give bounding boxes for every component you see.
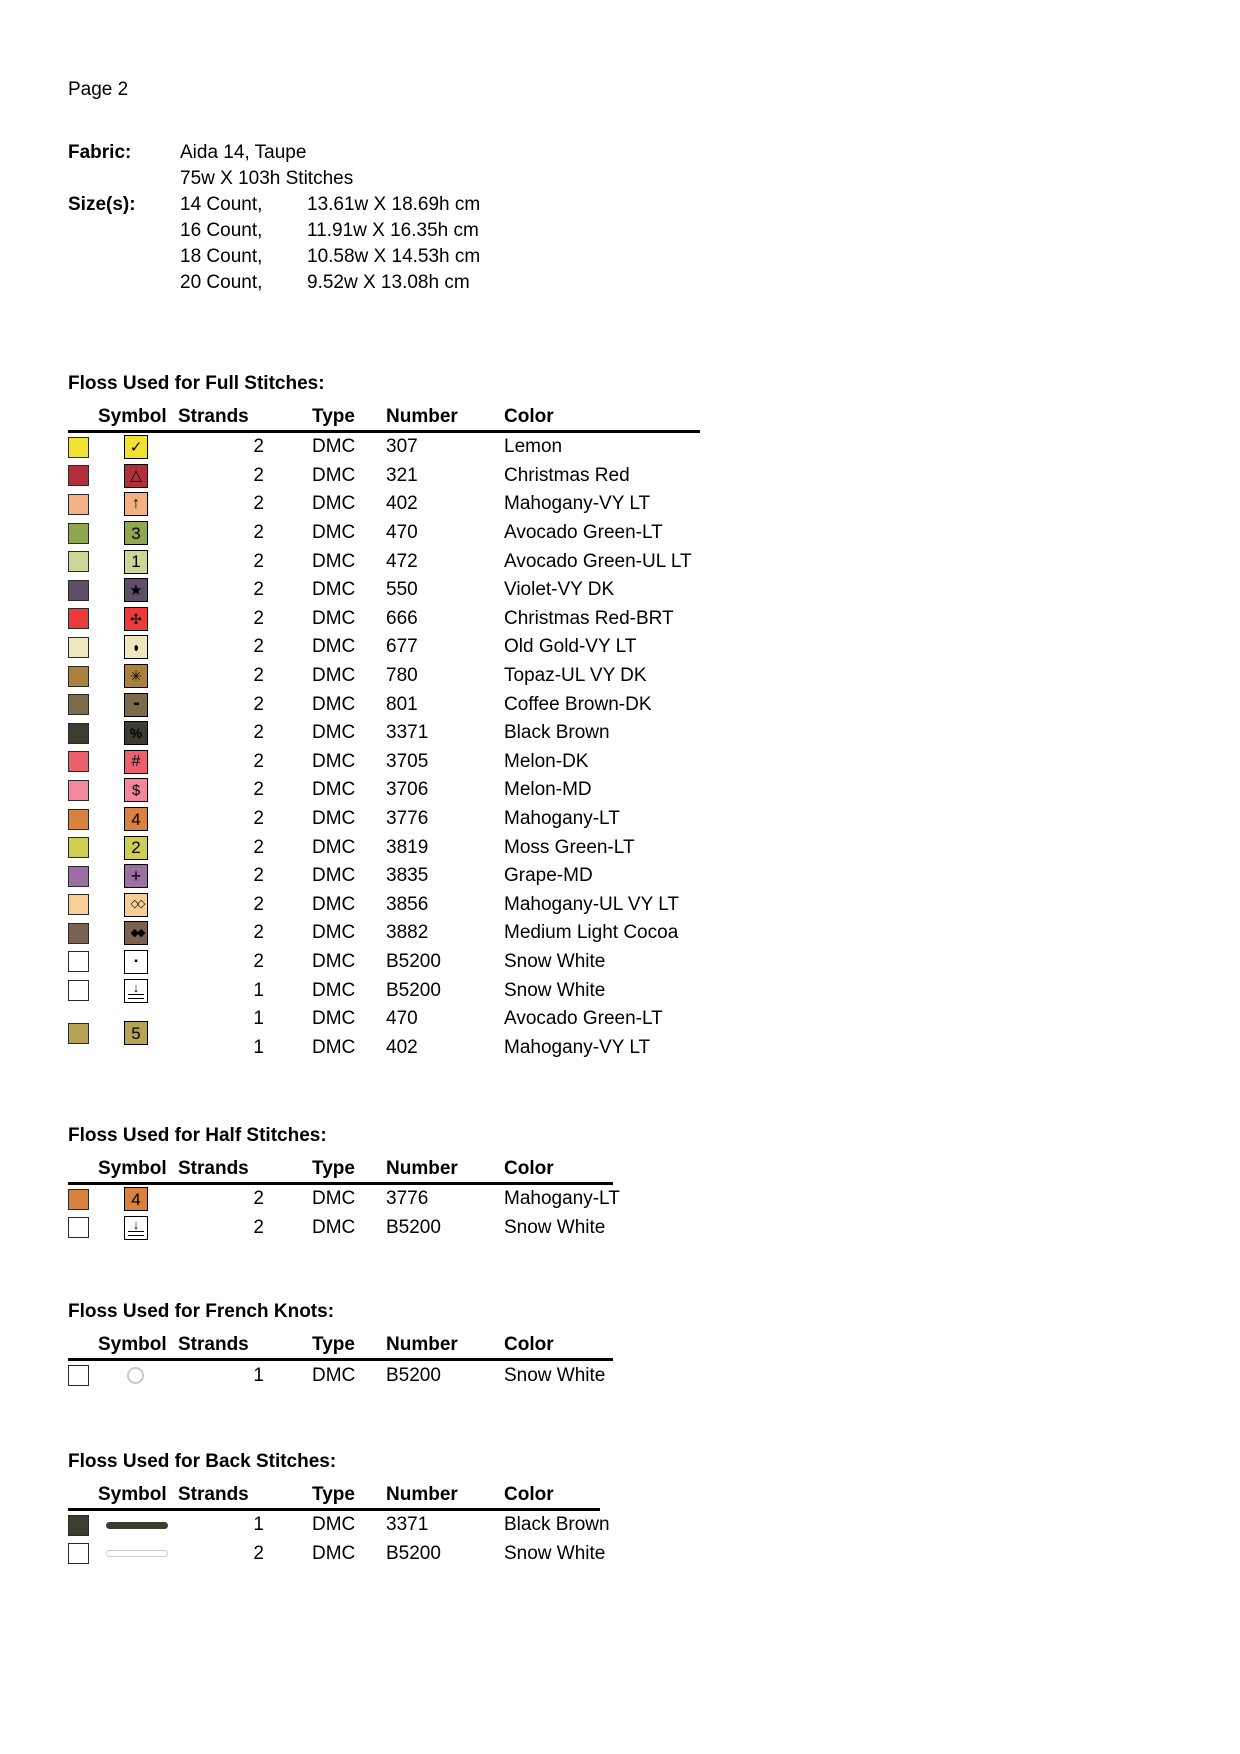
floss-type: DMC <box>312 522 356 544</box>
floss-color-name: Christmas Red <box>504 464 630 486</box>
symbol-diamond-pair-outline <box>124 893 148 917</box>
symbol-square-pair <box>124 693 148 717</box>
back-stitches-section <box>68 1450 1200 1568</box>
floss-number: 3819 <box>386 836 429 858</box>
floss-row <box>68 862 1200 891</box>
column-header-color: Color <box>504 406 554 427</box>
color-swatch <box>68 465 89 486</box>
fabric-label: Fabric: <box>68 142 132 163</box>
floss-color-name: Mahogany-VY LT <box>504 493 651 515</box>
floss-number: 3835 <box>386 865 429 887</box>
floss-color-name: Old Gold-VY LT <box>504 636 637 658</box>
size-dims: 11.91w X 16.35h cm <box>307 220 479 241</box>
fabric-row <box>68 140 1200 166</box>
column-header-color: Color <box>504 1483 554 1505</box>
floss-type: DMC <box>312 1514 356 1536</box>
floss-number: 307 <box>386 436 418 458</box>
floss-number: 321 <box>386 464 418 486</box>
column-header-symbol: Symbol <box>98 1483 167 1505</box>
floss-number: 3371 <box>386 1514 429 1536</box>
color-swatch <box>68 1543 89 1564</box>
floss-color-name: Melon-MD <box>504 779 592 801</box>
color-swatch <box>68 666 89 687</box>
floss-color-name: Grape-MD <box>504 865 593 887</box>
floss-row <box>68 490 1200 519</box>
spacer <box>68 218 180 244</box>
strands-value: 2 <box>253 1542 264 1564</box>
symbol-arrow-up-glyph: ↑ <box>132 495 140 513</box>
column-header-row <box>68 1482 1200 1508</box>
column-header-number: Number <box>386 1158 458 1180</box>
floss-type: DMC <box>312 464 356 486</box>
symbol-diamond-pair-filled <box>124 921 148 945</box>
floss-number: 3705 <box>386 750 429 772</box>
color-swatch <box>68 1189 89 1210</box>
floss-number: 402 <box>386 493 418 515</box>
floss-color-name: Snow White <box>504 1542 606 1564</box>
symbol-digit-4 <box>124 807 148 831</box>
spacer <box>68 166 180 192</box>
floss-number: 402 <box>386 1036 418 1058</box>
strands-value: 2 <box>253 636 264 658</box>
column-header-number: Number <box>386 406 458 427</box>
column-header-type: Type <box>312 1158 355 1180</box>
column-header-color: Color <box>504 1334 554 1356</box>
section-title-back-stitches: Floss Used for Back Stitches: <box>68 1450 337 1472</box>
floss-color-name: Mahogany-UL VY LT <box>504 893 679 915</box>
floss-number: B5200 <box>386 979 441 1001</box>
color-swatch <box>68 1217 89 1238</box>
floss-row <box>68 833 1200 862</box>
symbol-triangle <box>124 464 148 488</box>
color-swatch <box>68 894 89 915</box>
color-swatch <box>68 723 89 744</box>
symbol-french-knot-circle <box>127 1367 144 1384</box>
column-header-color: Color <box>504 1158 554 1180</box>
strands-value: 2 <box>253 893 264 915</box>
strands-value: 2 <box>253 493 264 515</box>
floss-type: DMC <box>312 950 356 972</box>
floss-row <box>68 519 1200 548</box>
strands-value: 2 <box>253 464 264 486</box>
strands-value: 2 <box>253 779 264 801</box>
column-header-symbol: Symbol <box>98 1158 167 1180</box>
color-swatch <box>68 951 89 972</box>
color-swatch <box>68 866 89 887</box>
symbol-check <box>124 435 148 459</box>
column-header-type: Type <box>312 406 355 427</box>
size-count: 16 Count, <box>180 220 263 241</box>
size-row <box>68 270 1200 296</box>
section-title-half-stitches: Floss Used for Half Stitches: <box>68 1125 327 1147</box>
floss-number: 3776 <box>386 808 429 830</box>
color-swatch <box>68 1365 89 1386</box>
floss-row <box>68 662 1200 691</box>
half-stitches-section <box>68 1124 1200 1242</box>
floss-row <box>68 919 1200 948</box>
floss-table-rows <box>68 1361 1200 1390</box>
floss-type: DMC <box>312 779 356 801</box>
floss-color-name: Melon-DK <box>504 750 589 772</box>
floss-row <box>68 948 1200 977</box>
floss-color-name: Black Brown <box>504 1514 610 1536</box>
floss-row <box>68 805 1200 834</box>
strands-value: 2 <box>253 550 264 572</box>
floss-type: DMC <box>312 550 356 572</box>
floss-number: 550 <box>386 579 418 601</box>
strands-value: 2 <box>253 607 264 629</box>
floss-type: DMC <box>312 1188 356 1210</box>
symbol-spoked-asterisk-glyph: ✳ <box>130 668 142 685</box>
symbol-hash-glyph: # <box>131 752 141 770</box>
symbol-digit-5 <box>124 1021 148 1045</box>
floss-number: 470 <box>386 522 418 544</box>
symbol-spoked-asterisk <box>124 664 148 688</box>
spacer <box>68 244 180 270</box>
fabric-stitches-row <box>68 166 1200 192</box>
strands-value: 2 <box>253 865 264 887</box>
symbol-oval <box>124 635 148 659</box>
floss-row <box>68 891 1200 920</box>
floss-number: 677 <box>386 636 418 658</box>
floss-number: 3882 <box>386 922 429 944</box>
size-count: 14 Count, <box>180 194 263 215</box>
strands-value: 1 <box>253 1008 264 1030</box>
symbol-digit-1 <box>124 550 148 574</box>
symbol-down-arrow-ground <box>124 979 148 1003</box>
floss-row <box>68 1361 1200 1390</box>
floss-color-name: Snow White <box>504 1364 606 1386</box>
symbol-dollar <box>124 778 148 802</box>
floss-type: DMC <box>312 893 356 915</box>
floss-row <box>68 1539 1200 1568</box>
column-header-symbol: Symbol <box>98 406 167 427</box>
symbol-square-dot <box>124 950 148 974</box>
floss-color-name: Medium Light Cocoa <box>504 922 679 944</box>
floss-row <box>68 462 1200 491</box>
floss-type: DMC <box>312 808 356 830</box>
color-swatch <box>68 608 89 629</box>
symbol-digit-2-glyph: 2 <box>131 838 141 858</box>
strands-value: 2 <box>253 693 264 715</box>
symbol-square-dot-glyph: ▪ <box>134 955 138 967</box>
symbol-digit-3 <box>124 521 148 545</box>
floss-row <box>68 1185 1200 1214</box>
column-header-number: Number <box>386 1334 458 1356</box>
strands-value: 1 <box>253 1036 264 1058</box>
page-label: Page 2 <box>68 79 129 100</box>
symbol-check-glyph: ✓ <box>129 438 143 456</box>
floss-color-name: Black Brown <box>504 722 610 744</box>
floss-color-name: Lemon <box>504 436 563 458</box>
strands-value: 2 <box>253 950 264 972</box>
symbol-digit-4 <box>124 1187 148 1211</box>
size-dims: 10.58w X 14.53h cm <box>307 246 481 267</box>
floss-color-name: Topaz-UL VY DK <box>504 665 647 687</box>
floss-type: DMC <box>312 865 356 887</box>
color-swatch <box>68 437 89 458</box>
floss-color-name: Coffee Brown-DK <box>504 693 652 715</box>
symbol-down-arrow-ground-glyph: ↓ <box>132 1217 140 1233</box>
floss-color-name: Avocado Green-UL LT <box>504 550 692 572</box>
floss-color-name: Mahogany-VY LT <box>504 1036 651 1058</box>
floss-type: DMC <box>312 693 356 715</box>
column-header-strands: Strands <box>178 1158 249 1180</box>
symbol-backstitch-line <box>106 1522 168 1529</box>
strands-value: 1 <box>253 1364 264 1386</box>
floss-color-name: Snow White <box>504 1216 606 1238</box>
symbol-diamond-pair-filled-glyph: ◆◆ <box>130 926 144 939</box>
size-row <box>68 218 1200 244</box>
floss-type: DMC <box>312 1364 356 1386</box>
floss-number: 666 <box>386 607 418 629</box>
floss-color-name: Mahogany-LT <box>504 1188 620 1210</box>
floss-type: DMC <box>312 722 356 744</box>
color-swatch <box>68 494 89 515</box>
floss-type: DMC <box>312 493 356 515</box>
floss-table-rows <box>68 1185 1200 1242</box>
symbol-backstitch-line-outline <box>106 1550 168 1557</box>
floss-row <box>68 1214 1200 1243</box>
column-header-row <box>68 1332 1200 1358</box>
floss-number: 3371 <box>386 722 429 744</box>
floss-number: 3856 <box>386 893 429 915</box>
floss-type: DMC <box>312 1216 356 1238</box>
floss-number: 3706 <box>386 779 429 801</box>
symbol-digit-2 <box>124 836 148 860</box>
column-header-row <box>68 1156 1200 1182</box>
color-swatch <box>68 923 89 944</box>
strands-value: 1 <box>253 979 264 1001</box>
size-count: 20 Count, <box>180 272 263 293</box>
floss-type: DMC <box>312 979 356 1001</box>
strands-value: 2 <box>253 1188 264 1210</box>
floss-type: DMC <box>312 436 356 458</box>
floss-row <box>68 748 1200 777</box>
sizes-label: Size(s): <box>68 194 136 215</box>
floss-color-name: Moss Green-LT <box>504 836 635 858</box>
column-header-type: Type <box>312 1334 355 1356</box>
floss-color-name: Mahogany-LT <box>504 808 620 830</box>
floss-table-rows <box>68 433 1200 1062</box>
symbol-plus <box>124 864 148 888</box>
symbol-hash <box>124 750 148 774</box>
floss-color-name: Avocado Green-LT <box>504 1008 663 1030</box>
symbol-balloon-cross <box>124 607 148 631</box>
column-header-number: Number <box>386 1483 458 1505</box>
symbol-digit-5-glyph: 5 <box>131 1023 141 1043</box>
strands-value: 2 <box>253 522 264 544</box>
floss-number: B5200 <box>386 1364 441 1386</box>
floss-color-name: Violet-VY DK <box>504 579 615 601</box>
color-swatch <box>68 1023 89 1044</box>
size-row <box>68 192 1200 218</box>
fabric-stitch-count: 75w X 103h Stitches <box>180 168 354 189</box>
strands-value: 2 <box>253 808 264 830</box>
symbol-square-pair-glyph: ▪▪ <box>133 698 139 710</box>
strands-value: 2 <box>253 722 264 744</box>
floss-type: DMC <box>312 922 356 944</box>
floss-row <box>68 976 1200 1005</box>
column-header-strands: Strands <box>178 1334 249 1356</box>
size-dims: 9.52w X 13.08h cm <box>307 272 470 293</box>
floss-row <box>68 776 1200 805</box>
floss-number: 780 <box>386 665 418 687</box>
floss-number: 3776 <box>386 1188 429 1210</box>
french-knots-section <box>68 1300 1200 1390</box>
strands-value: 2 <box>253 1216 264 1238</box>
floss-row <box>68 690 1200 719</box>
column-header-type: Type <box>312 1483 355 1505</box>
symbol-digit-4-glyph: 4 <box>131 1189 141 1209</box>
full-stitches-section <box>68 372 1200 1062</box>
floss-color-name: Christmas Red-BRT <box>504 607 674 629</box>
symbol-percent <box>124 721 148 745</box>
floss-type: DMC <box>312 750 356 772</box>
column-header-strands: Strands <box>178 1483 249 1505</box>
symbol-plus-glyph: + <box>130 866 142 887</box>
symbol-arrow-up <box>124 492 148 516</box>
floss-type: DMC <box>312 1008 356 1030</box>
strands-value: 2 <box>253 665 264 687</box>
pattern-meta <box>68 140 1200 296</box>
symbol-digit-3-glyph: 3 <box>131 523 141 543</box>
strands-value: 2 <box>253 750 264 772</box>
floss-row <box>68 719 1200 748</box>
column-header-strands: Strands <box>178 406 249 427</box>
strands-value: 2 <box>253 436 264 458</box>
floss-number: B5200 <box>386 1542 441 1564</box>
color-swatch <box>68 580 89 601</box>
floss-row <box>68 1511 1200 1540</box>
symbol-percent-glyph: % <box>129 725 143 742</box>
symbol-down-arrow-ground <box>124 1216 148 1240</box>
strands-value: 2 <box>253 579 264 601</box>
floss-color-name: Snow White <box>504 979 606 1001</box>
section-title-full-stitches: Floss Used for Full Stitches: <box>68 373 325 394</box>
color-swatch <box>68 694 89 715</box>
color-swatch <box>68 980 89 1001</box>
symbol-digit-4-glyph: 4 <box>131 809 141 829</box>
floss-row-blend <box>68 1005 1200 1062</box>
floss-type: DMC <box>312 1036 356 1058</box>
floss-type: DMC <box>312 836 356 858</box>
floss-row <box>68 547 1200 576</box>
color-swatch <box>68 751 89 772</box>
floss-number: 470 <box>386 1008 418 1030</box>
floss-row <box>68 633 1200 662</box>
spacer <box>68 270 180 296</box>
color-swatch <box>68 1515 89 1536</box>
size-count: 18 Count, <box>180 246 263 267</box>
floss-type: DMC <box>312 607 356 629</box>
symbol-triangle-glyph: △ <box>130 467 142 485</box>
strands-value: 2 <box>253 836 264 858</box>
symbol-oval-glyph: ● <box>133 639 139 656</box>
floss-type: DMC <box>312 579 356 601</box>
strands-value: 2 <box>253 922 264 944</box>
section-title-french-knots: Floss Used for French Knots: <box>68 1301 335 1323</box>
floss-type: DMC <box>312 1542 356 1564</box>
size-dims: 13.61w X 18.69h cm <box>307 194 481 215</box>
symbol-balloon-cross-glyph: ✣ <box>130 610 142 627</box>
floss-type: DMC <box>312 636 356 658</box>
floss-color-name: Avocado Green-LT <box>504 522 663 544</box>
floss-row <box>68 576 1200 605</box>
symbol-down-arrow-ground-glyph: ↓ <box>132 980 140 996</box>
floss-number: 801 <box>386 693 418 715</box>
color-swatch <box>68 523 89 544</box>
fabric-name: Aida 14, Taupe <box>180 142 307 163</box>
floss-number: 472 <box>386 550 418 572</box>
color-swatch <box>68 809 89 830</box>
symbol-digit-1-glyph: 1 <box>131 552 141 572</box>
color-swatch <box>68 551 89 572</box>
floss-type: DMC <box>312 665 356 687</box>
symbol-star <box>124 578 148 602</box>
column-header-symbol: Symbol <box>98 1334 167 1356</box>
color-swatch <box>68 837 89 858</box>
column-header-row <box>68 404 1200 430</box>
floss-number: B5200 <box>386 1216 441 1238</box>
floss-table-rows <box>68 1511 1200 1568</box>
symbol-diamond-pair-outline-glyph: ◇◇ <box>130 898 144 911</box>
floss-row <box>68 433 1200 462</box>
floss-number: B5200 <box>386 950 441 972</box>
strands-value: 1 <box>253 1514 264 1536</box>
symbol-star-glyph: ★ <box>129 581 143 599</box>
color-swatch <box>68 780 89 801</box>
symbol-dollar-glyph: $ <box>131 781 141 799</box>
color-swatch <box>68 637 89 658</box>
size-row <box>68 244 1200 270</box>
floss-color-name: Snow White <box>504 950 606 972</box>
floss-row <box>68 605 1200 634</box>
